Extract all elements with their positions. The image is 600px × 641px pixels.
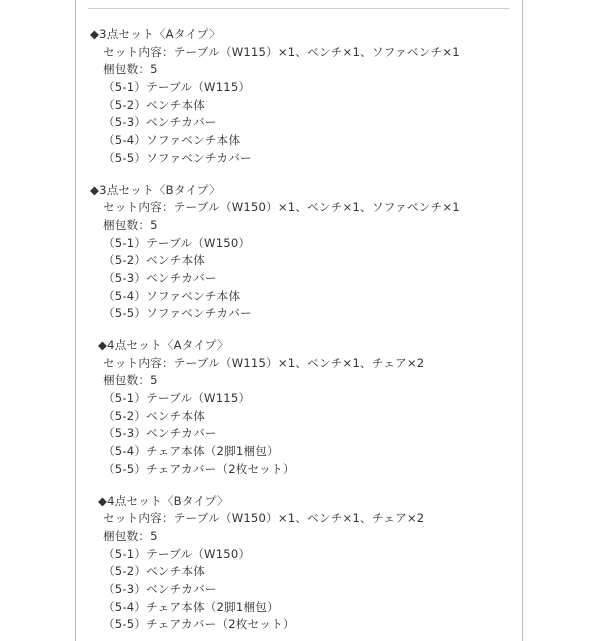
package-item: （5-3）ベンチカバー [103, 581, 217, 596]
package-item: （5-3）ベンチカバー [103, 426, 217, 441]
package-count: 梱包数：5 [103, 217, 158, 232]
package-item: （5-4）ソファベンチ本体 [103, 288, 241, 303]
package-item: （5-2）ベンチ本体 [103, 253, 206, 268]
set-contents: セット内容：テーブル（W115）×1、ベンチ×1、チェア×2 [103, 355, 425, 370]
set-title: ◆4点セット〈Bタイプ〉 [98, 493, 229, 508]
package-item: （5-5）ソファベンチカバー [103, 150, 252, 165]
set-title: ◆3点セット〈Bタイプ〉 [90, 182, 221, 197]
package-item: （5-2）ベンチ本体 [103, 97, 206, 112]
set-contents: セット内容：テーブル（W115）×1、ベンチ×1、ソファベンチ×1 [103, 44, 460, 59]
set-4pc-b [90, 493, 515, 635]
set-contents: セット内容：テーブル（W150）×1、ベンチ×1、チェア×2 [103, 511, 425, 526]
top-divider [88, 8, 510, 9]
set-title: ◆4点セット〈Aタイプ〉 [98, 338, 229, 352]
set-3pc-a [90, 26, 515, 168]
set-contents: セット内容：テーブル（W150）×1、ベンチ×1、ソファベンチ×1 [103, 200, 460, 215]
package-item: （5-5）チェアカバー（2枚セット） [103, 617, 295, 632]
package-count: 梱包数：5 [103, 62, 158, 77]
set-list [90, 26, 515, 634]
package-item: （5-5）チェアカバー（2枚セット） [103, 461, 295, 476]
set-3pc-b [90, 182, 515, 324]
package-count: 梱包数：5 [103, 528, 158, 543]
package-item: （5-5）ソファベンチカバー [103, 306, 252, 321]
package-item: （5-1）テーブル（W150） [103, 235, 251, 250]
package-item: （5-1）テーブル（W115） [103, 391, 251, 406]
package-item: （5-4）ソファベンチ本体 [103, 133, 241, 148]
package-item: （5-4）チェア本体（2脚1梱包） [103, 599, 279, 614]
package-item: （5-4）チェア本体（2脚1梱包） [103, 444, 279, 459]
set-title: ◆3点セット〈Aタイプ〉 [90, 27, 221, 41]
package-item: （5-3）ベンチカバー [103, 115, 217, 130]
package-item: （5-2）ベンチ本体 [103, 564, 206, 579]
package-count: 梱包数：5 [103, 373, 158, 388]
package-item: （5-1）テーブル（W115） [103, 80, 251, 95]
package-item: （5-3）ベンチカバー [103, 270, 217, 285]
set-4pc-a [90, 337, 515, 479]
package-item: （5-1）テーブル（W150） [103, 546, 251, 561]
package-item: （5-2）ベンチ本体 [103, 408, 206, 423]
